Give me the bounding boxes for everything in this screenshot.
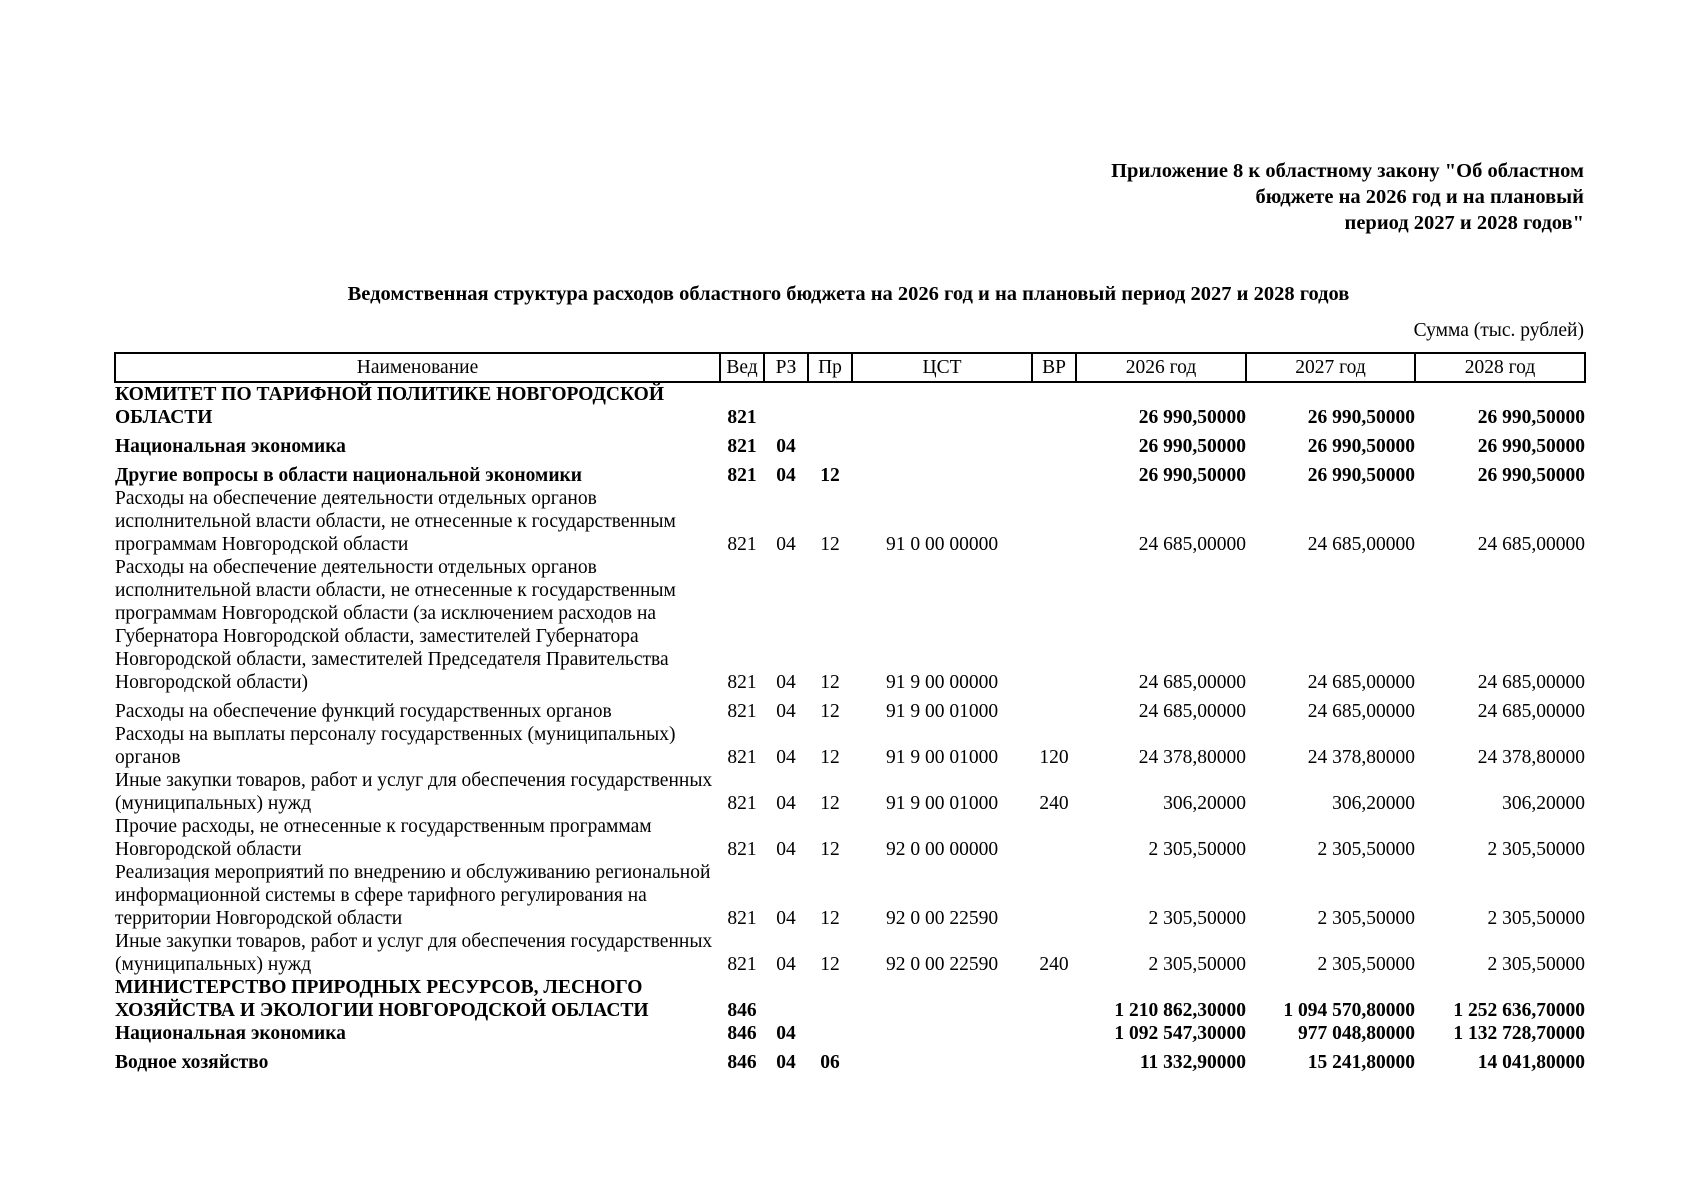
row-cst [852,1022,1032,1045]
header-2026: 2026 год [1076,353,1246,382]
row-2026: 26 990,50000 [1138,465,1246,486]
row-cst [852,429,1032,458]
row-ved: 821 [727,954,757,975]
row-ved: 821 [727,839,757,860]
table-row [115,458,1585,487]
row-rz [764,976,808,1022]
row-ved: 821 [727,407,757,428]
row-2027: 1 094 570,80000 [1283,1000,1415,1021]
appendix-line-2: бюджете на 2026 год и на плановый [1255,186,1584,208]
row-pr: 12 [820,839,840,860]
row-2027: 26 990,50000 [1307,465,1415,486]
row-name: Расходы на обеспечение функций государственных органов [115,701,612,722]
row-cst: 92 0 00 00000 [885,839,999,860]
row-2026: 26 990,50000 [1138,436,1246,457]
header-ved: Вед [720,353,764,382]
table-row [115,1045,1585,1074]
row-rz [764,382,808,429]
row-name: Национальная экономика [115,436,346,457]
row-2027: 2 305,50000 [1317,839,1415,860]
table-row [115,487,1585,556]
row-pr: 12 [820,465,840,486]
row-cst: 91 9 00 01000 [885,793,999,814]
row-name: Расходы на выплаты персоналу государственных (муниципальных) органов [115,724,676,768]
row-2028: 1 132 728,70000 [1453,1023,1585,1044]
row-rz: 04 [776,839,796,860]
row-name: Национальная экономика [115,1023,346,1044]
row-2028: 1 252 636,70000 [1453,1000,1585,1021]
row-ved: 821 [727,908,757,929]
row-2026: 11 332,90000 [1139,1052,1246,1073]
row-cst: 91 9 00 01000 [885,747,999,768]
row-pr: 12 [820,747,840,768]
row-vr [1032,1022,1076,1045]
row-rz: 04 [776,465,796,486]
row-2026: 2 305,50000 [1148,908,1246,929]
row-ved: 821 [727,747,757,768]
row-2027: 26 990,50000 [1307,407,1415,428]
row-cst: 92 0 00 22590 [885,954,999,975]
row-name: Иные закупки товаров, работ и услуг для обеспечения государственных (муниципальных) нужд [115,931,713,975]
row-ved: 846 [727,1023,757,1044]
row-2028: 24 378,80000 [1477,747,1585,768]
row-pr: 12 [820,534,840,555]
row-rz: 04 [776,1052,796,1073]
row-2026: 1 092 547,30000 [1114,1023,1246,1044]
row-cst [852,976,1032,1022]
table-row [115,861,1585,930]
row-vr: 120 [1039,747,1069,768]
table-row [115,930,1585,976]
row-rz: 04 [776,1023,796,1044]
row-rz: 04 [776,672,796,693]
row-cst [852,1045,1032,1074]
row-2027: 15 241,80000 [1307,1052,1415,1073]
row-2028: 2 305,50000 [1487,908,1585,929]
row-rz: 04 [776,436,796,457]
row-vr [1032,429,1076,458]
row-2026: 24 685,00000 [1138,701,1246,722]
row-2028: 2 305,50000 [1487,954,1585,975]
row-rz: 04 [776,701,796,722]
row-2026: 24 378,80000 [1138,747,1246,768]
row-name: Прочие расходы, не отнесенные к государственным программам Новгородской области [115,816,652,860]
row-name: Иные закупки товаров, работ и услуг для обеспечения государственных (муниципальных) нужд [115,770,713,814]
row-cst: 92 0 00 22590 [885,908,999,929]
row-pr: 12 [820,954,840,975]
appendix-line-3: период 2027 и 2028 годов" [1344,212,1584,234]
row-2026: 306,20000 [1163,793,1246,814]
table-row [115,1022,1585,1045]
row-2028: 26 990,50000 [1477,407,1585,428]
row-vr [1032,556,1076,694]
table-row [115,815,1585,861]
table-row [115,694,1585,723]
row-2028: 14 041,80000 [1477,1052,1585,1073]
row-vr [1032,694,1076,723]
row-ved: 821 [727,793,757,814]
row-2028: 24 685,00000 [1477,534,1585,555]
row-2026: 2 305,50000 [1148,839,1246,860]
table-row [115,723,1585,769]
row-ved: 846 [727,1052,757,1073]
header-rz: РЗ [764,353,808,382]
table-row [115,382,1585,429]
row-name: Другие вопросы в области национальной экономики [115,465,583,486]
budget-table [114,352,1586,1074]
row-cst: 91 0 00 00000 [885,534,999,555]
row-name: Водное хозяйство [115,1052,269,1073]
row-vr [1032,458,1076,487]
row-cst [852,458,1032,487]
row-2028: 26 990,50000 [1477,436,1585,457]
row-2028: 2 305,50000 [1487,839,1585,860]
row-2027: 24 378,80000 [1307,747,1415,768]
table-row [115,429,1585,458]
row-pr: 06 [820,1052,840,1073]
header-cst: ЦСТ [852,353,1032,382]
units-label: Сумма (тыс. рублей) [1413,320,1584,341]
table-row [115,976,1585,1022]
row-2027: 2 305,50000 [1317,954,1415,975]
row-ved: 846 [727,1000,757,1021]
row-name: КОМИТЕТ ПО ТАРИФНОЙ ПОЛИТИКЕ НОВГОРОДСКОЙ ОБЛАСТИ [115,384,664,428]
row-rz: 04 [776,793,796,814]
row-rz: 04 [776,908,796,929]
row-2026: 2 305,50000 [1148,954,1246,975]
row-vr [1032,487,1076,556]
row-2027: 2 305,50000 [1317,908,1415,929]
row-name: МИНИСТЕРСТВО ПРИРОДНЫХ РЕСУРСОВ, ЛЕСНОГО ХОЗЯЙСТВА И ЭКОЛОГИИ НОВГОРОДСКОЙ ОБЛАСТИ [115,977,649,1021]
table-row [115,556,1585,694]
row-pr [808,382,852,429]
row-vr [1032,1045,1076,1074]
row-ved: 821 [727,534,757,555]
row-pr [808,1022,852,1045]
row-cst [852,382,1032,429]
row-2026: 1 210 862,30000 [1114,1000,1246,1021]
appendix-header [884,158,1584,236]
header-name: Наименование [115,353,720,382]
table-header [115,353,1585,382]
row-cst: 91 9 00 00000 [885,672,999,693]
row-pr: 12 [820,672,840,693]
row-rz: 04 [776,747,796,768]
row-pr: 12 [820,908,840,929]
row-name: Реализация мероприятий по внедрению и обслуживанию региональной информационной системы в сфере тарифного регулирования на территории Новгородской области [115,862,711,929]
appendix-line-1: Приложение 8 к областному закону "Об областном [1111,160,1584,182]
row-2027: 306,20000 [1332,793,1415,814]
header-vr: ВР [1032,353,1076,382]
row-2028: 306,20000 [1502,793,1585,814]
table-row [115,769,1585,815]
row-pr [808,429,852,458]
row-2027: 977 048,80000 [1298,1023,1415,1044]
row-vr: 240 [1039,793,1069,814]
row-2028: 24 685,00000 [1477,672,1585,693]
row-2027: 24 685,00000 [1307,701,1415,722]
row-ved: 821 [727,436,757,457]
header-2027: 2027 год [1246,353,1415,382]
row-2026: 26 990,50000 [1138,407,1246,428]
row-2026: 24 685,00000 [1138,672,1246,693]
row-name: Расходы на обеспечение деятельности отдельных органов исполнительной власти области, не отнесенные к государственным программам Новгородской области (за исключением расходов на Губернатора Новгородской области, заместителей Губернатора Новгородской области, заместителей Председателя Правительства Новгородской области) [115,557,676,693]
row-vr: 240 [1039,954,1069,975]
row-vr [1032,861,1076,930]
row-ved: 821 [727,465,757,486]
table-body [115,382,1585,1074]
row-2028: 26 990,50000 [1477,465,1585,486]
row-pr: 12 [820,701,840,722]
row-rz: 04 [776,534,796,555]
header-2028: 2028 год [1415,353,1585,382]
row-name: Расходы на обеспечение деятельности отдельных органов исполнительной власти области, не отнесенные к государственным программам Новгородской области [115,488,676,555]
row-ved: 821 [727,672,757,693]
row-2027: 24 685,00000 [1307,534,1415,555]
row-2026: 24 685,00000 [1138,534,1246,555]
row-vr [1032,382,1076,429]
row-rz: 04 [776,954,796,975]
row-2028: 24 685,00000 [1477,701,1585,722]
row-vr [1032,976,1076,1022]
row-ved: 821 [727,701,757,722]
document-title: Ведомственная структура расходов областного бюджета на 2026 год и на плановый период 2027 и 2028 годов [347,283,1350,305]
row-vr [1032,815,1076,861]
row-cst: 91 9 00 01000 [885,701,999,722]
row-pr [808,976,852,1022]
row-pr: 12 [820,793,840,814]
row-2027: 24 685,00000 [1307,672,1415,693]
header-pr: Пр [808,353,852,382]
row-2027: 26 990,50000 [1307,436,1415,457]
